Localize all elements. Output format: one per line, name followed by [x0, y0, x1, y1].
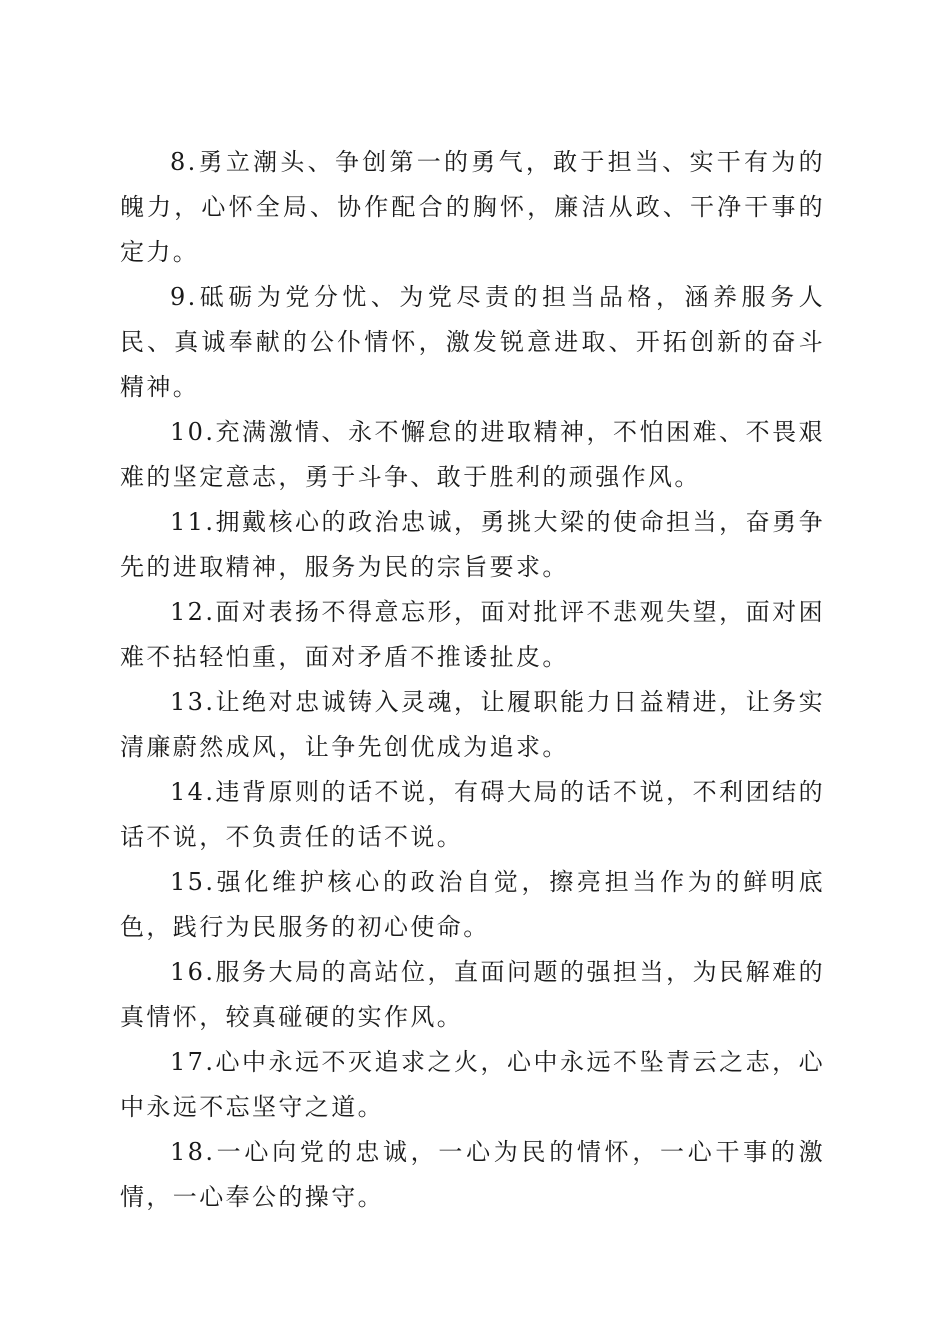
item-number: 10.	[170, 418, 216, 446]
paragraph-item	[120, 410, 825, 500]
paragraph-item	[120, 140, 825, 275]
item-text: 面对表扬不得意忘形，面对批评不悲观失望，面对困难不拈轻怕重，面对矛盾不推诿扯皮。	[120, 598, 825, 671]
item-text: 勇立潮头、争创第一的勇气，敢于担当、实干有为的魄力，心怀全局、协作配合的胸怀，廉洁从政、干净干事的定力。	[120, 148, 825, 266]
item-number: 15.	[170, 868, 216, 896]
paragraph-item	[120, 860, 825, 950]
item-text: 让绝对忠诚铸入灵魂，让履职能力日益精进，让务实清廉蔚然成风，让争先创优成为追求。	[120, 688, 825, 761]
item-number: 14.	[170, 778, 216, 806]
paragraph-item	[120, 1130, 825, 1220]
item-number: 9.	[170, 283, 198, 311]
item-text: 一心向党的忠诚，一心为民的情怀，一心干事的激情，一心奉公的操守。	[120, 1138, 825, 1211]
item-text: 拥戴核心的政治忠诚，勇挑大梁的使命担当，奋勇争先的进取精神，服务为民的宗旨要求。	[120, 508, 825, 581]
item-number: 13.	[170, 688, 216, 716]
item-number: 11.	[170, 508, 216, 536]
paragraph-item	[120, 1040, 825, 1130]
item-text: 违背原则的话不说，有碍大局的话不说，不利团结的话不说，不负责任的话不说。	[120, 778, 825, 851]
item-number: 8.	[170, 148, 198, 176]
item-number: 12.	[170, 598, 216, 626]
item-number: 18.	[170, 1138, 216, 1166]
paragraph-item	[120, 770, 825, 860]
item-text: 充满激情、永不懈怠的进取精神，不怕困难、不畏艰难的坚定意志，勇于斗争、敢于胜利的顽强作风。	[120, 418, 825, 491]
paragraph-item	[120, 590, 825, 680]
paragraph-item	[120, 500, 825, 590]
document-body	[120, 140, 825, 1220]
paragraph-item	[120, 275, 825, 410]
paragraph-item	[120, 950, 825, 1040]
paragraph-item	[120, 680, 825, 770]
item-number: 17.	[170, 1048, 216, 1076]
item-number: 16.	[170, 958, 216, 986]
item-text: 心中永远不灭追求之火，心中永远不坠青云之志，心中永远不忘坚守之道。	[120, 1048, 825, 1121]
item-text: 服务大局的高站位，直面问题的强担当，为民解难的真情怀，较真碰硬的实作风。	[120, 958, 825, 1031]
item-text: 强化维护核心的政治自觉，擦亮担当作为的鲜明底色，践行为民服务的初心使命。	[120, 868, 825, 941]
item-text: 砥砺为党分忧、为党尽责的担当品格，涵养服务人民、真诚奉献的公仆情怀，激发锐意进取、开拓创新的奋斗精神。	[120, 283, 825, 401]
